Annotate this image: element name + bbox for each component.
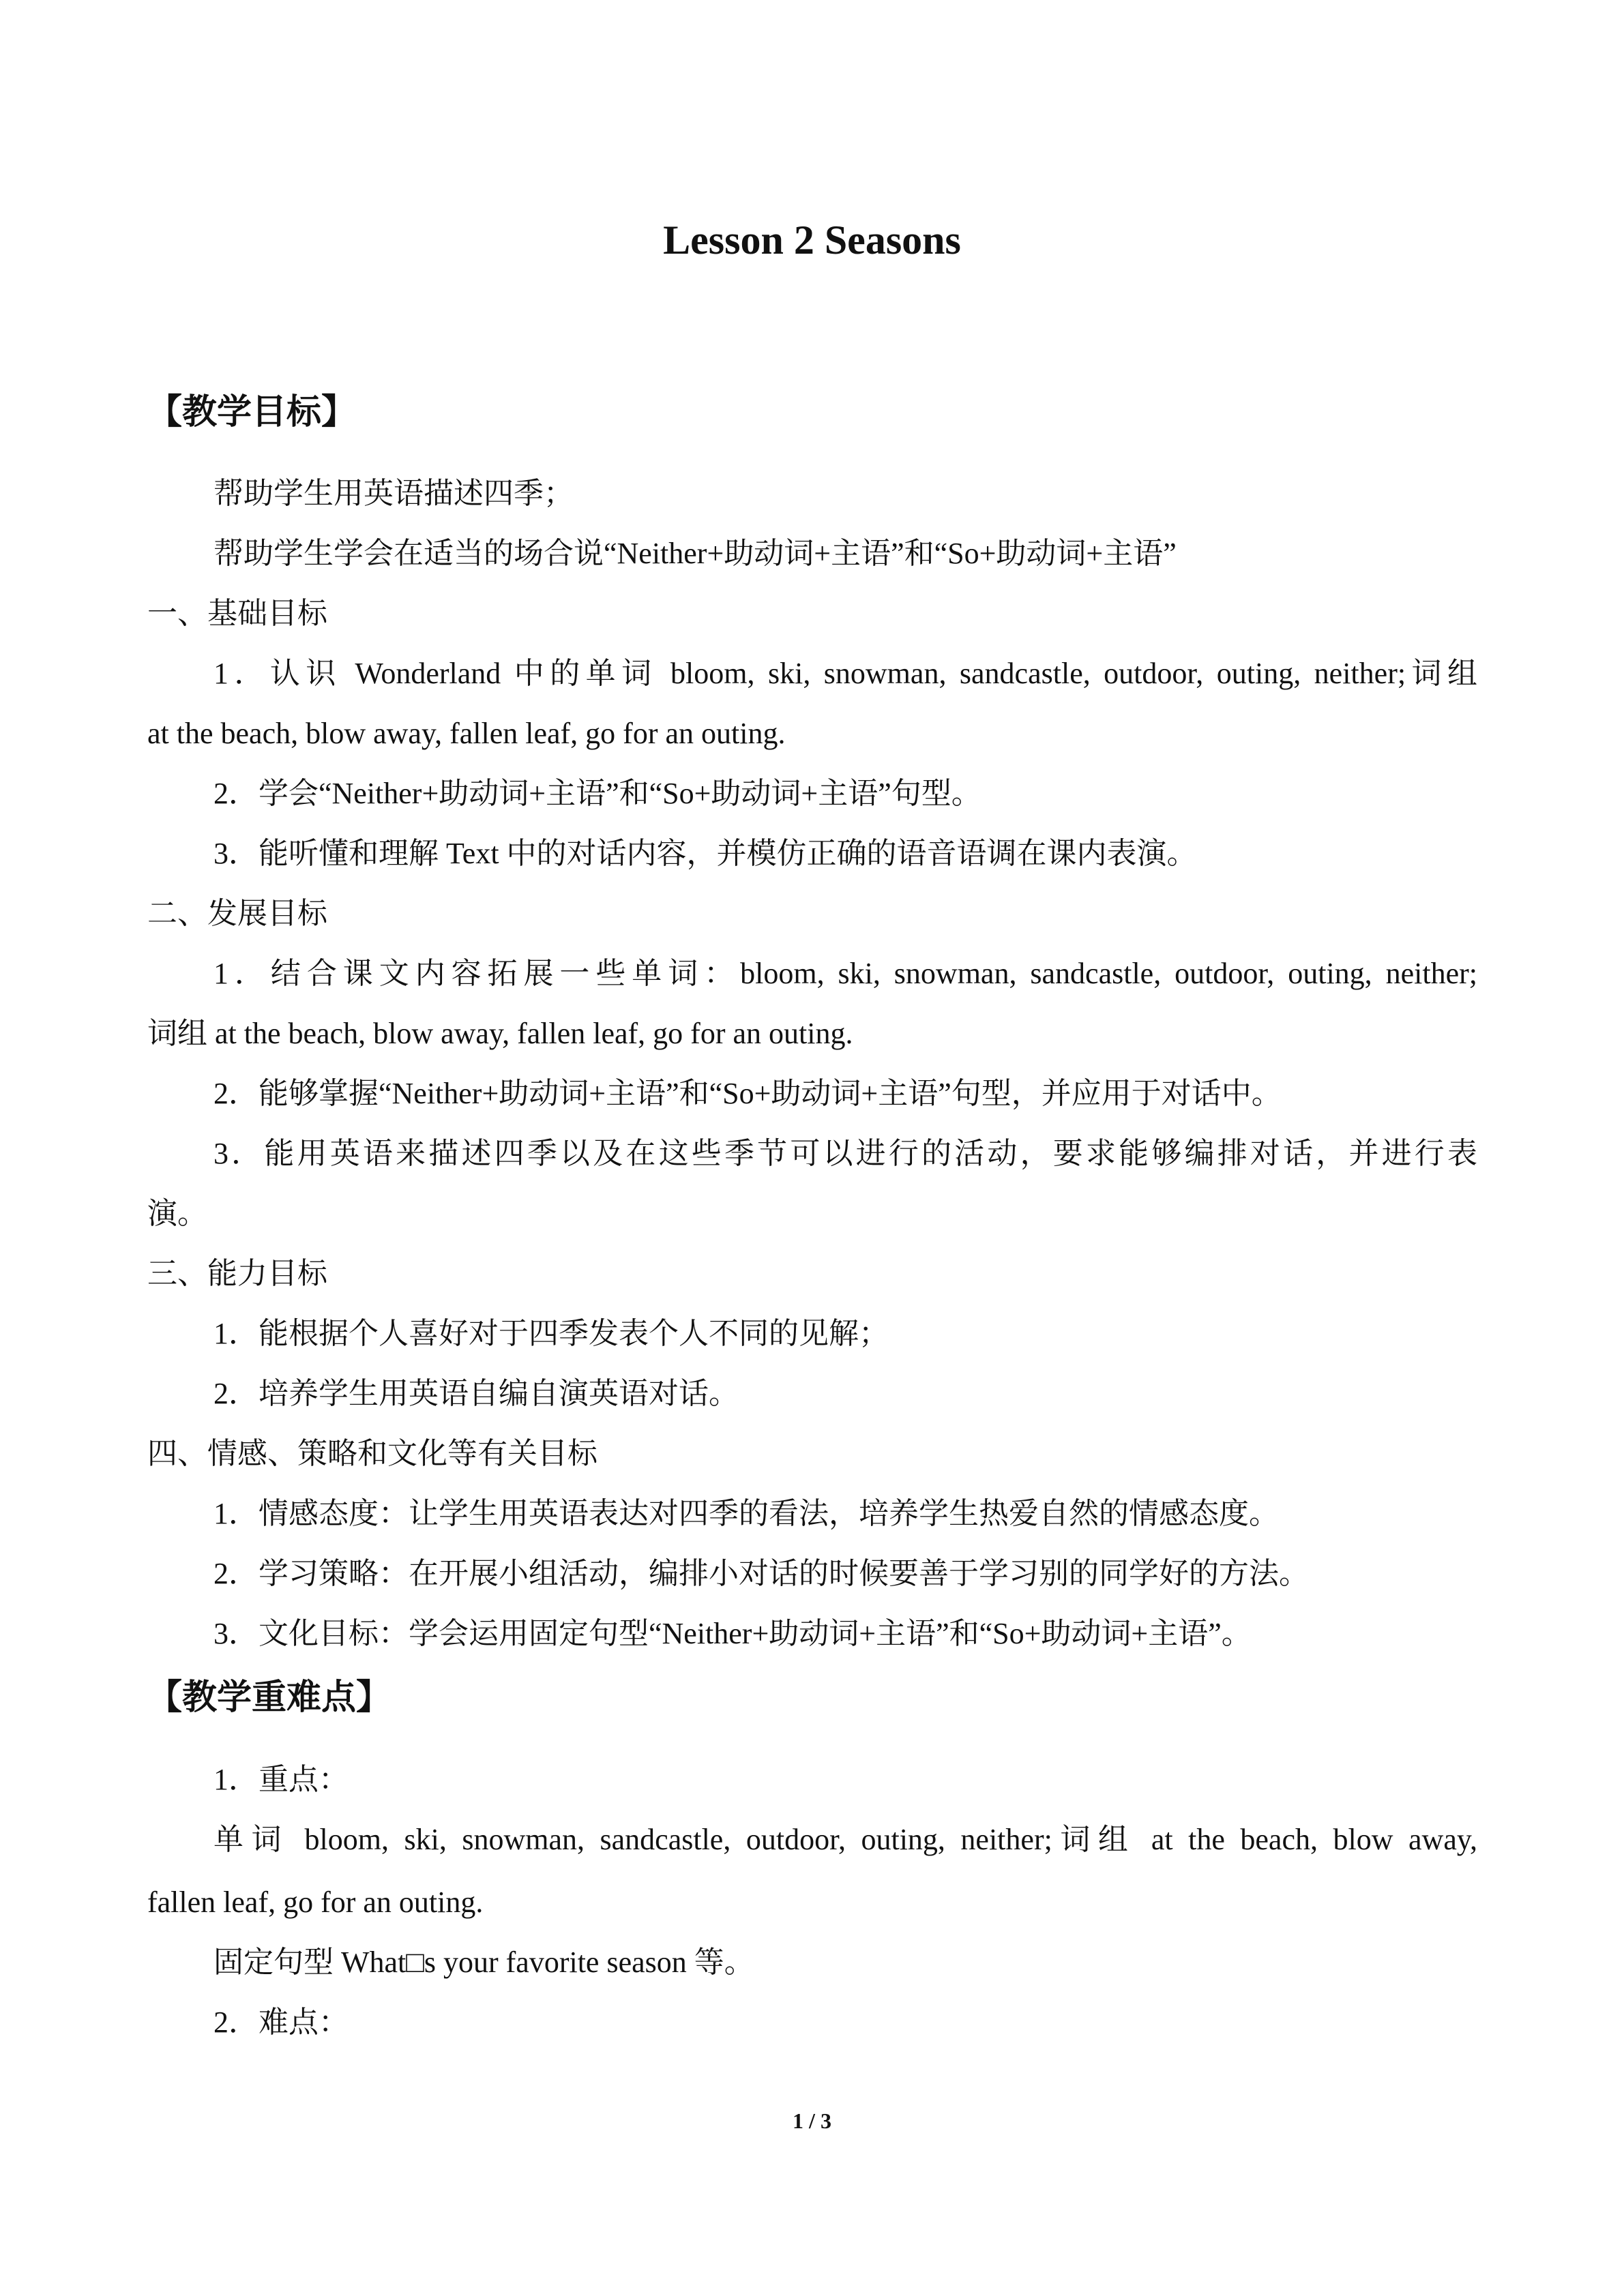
list-item: 1．重点：	[213, 1763, 349, 1796]
subheading-basic-goals: 一、基础目标	[147, 597, 327, 630]
list-item: 2．难点：	[213, 2006, 349, 2039]
page-title: Lesson 2 Seasons	[663, 218, 961, 263]
list-item: 2．培养学生用英语自编自演英语对话。	[213, 1377, 739, 1410]
paragraph: 帮助学生用英语描述四季；	[213, 477, 574, 510]
paragraph: 单词 bloom, ski, snowman, sandcastle, outdoor, outing, neither;词组 at the beach, blow away,	[213, 1823, 1477, 1856]
list-item-continuation: at the beach, blow away, fallen leaf, go for an outing.	[147, 717, 786, 750]
list-item-continuation: 词组 at the beach, blow away, fallen leaf, go for an outing.	[147, 1017, 853, 1050]
list-item: 1．认识 Wonderland 中的单词 bloom, ski, snowman, sandcastle, outdoor, outing, neither;词组	[213, 657, 1477, 690]
paragraph: 帮助学生学会在适当的场合说“Neither+助动词+主语”和“So+助动词+主语”	[213, 537, 1177, 570]
subheading-development-goals: 二、发展目标	[147, 897, 327, 930]
list-item: 2．学会“Neither+助动词+主语”和“So+助动词+主语”句型。	[213, 777, 981, 810]
list-item-continuation: 演。	[147, 1197, 207, 1230]
list-item: 2．能够掌握“Neither+助动词+主语”和“So+助动词+主语”句型，并应用于对话中。	[213, 1077, 1282, 1110]
subheading-affective-goals: 四、情感、策略和文化等有关目标	[147, 1437, 597, 1470]
list-item: 1．结合课文内容拓展一些单词：bloom, ski, snowman, sandcastle, outdoor, outing, neither;	[213, 957, 1477, 990]
section-heading-objectives: 【教学目标】	[147, 392, 357, 432]
subheading-ability-goals: 三、能力目标	[147, 1257, 327, 1290]
list-item: 3．文化目标：学会运用固定句型“Neither+助动词+主语”和“So+助动词+主语”。	[213, 1617, 1252, 1650]
list-item: 3．能听懂和理解 Text 中的对话内容，并模仿正确的语音语调在课内表演。	[213, 837, 1197, 870]
list-item: 2．学习策略：在开展小组活动，编排小对话的时候要善于学习别的同学好的方法。	[213, 1557, 1309, 1590]
paragraph: 固定句型 What□s your favorite season 等。	[213, 1945, 754, 1979]
paragraph-continuation: fallen leaf, go for an outing.	[147, 1885, 484, 1919]
list-item: 1．能根据个人喜好对于四季发表个人不同的见解；	[213, 1317, 889, 1350]
page-number: 1 / 3	[793, 2108, 831, 2133]
list-item: 3．能用英语来描述四季以及在这些季节可以进行的活动，要求能够编排对话，并进行表	[213, 1137, 1477, 1170]
list-item: 1．情感态度：让学生用英语表达对四季的看法，培养学生热爱自然的情感态度。	[213, 1497, 1279, 1530]
section-heading-key-points: 【教学重难点】	[147, 1678, 392, 1718]
